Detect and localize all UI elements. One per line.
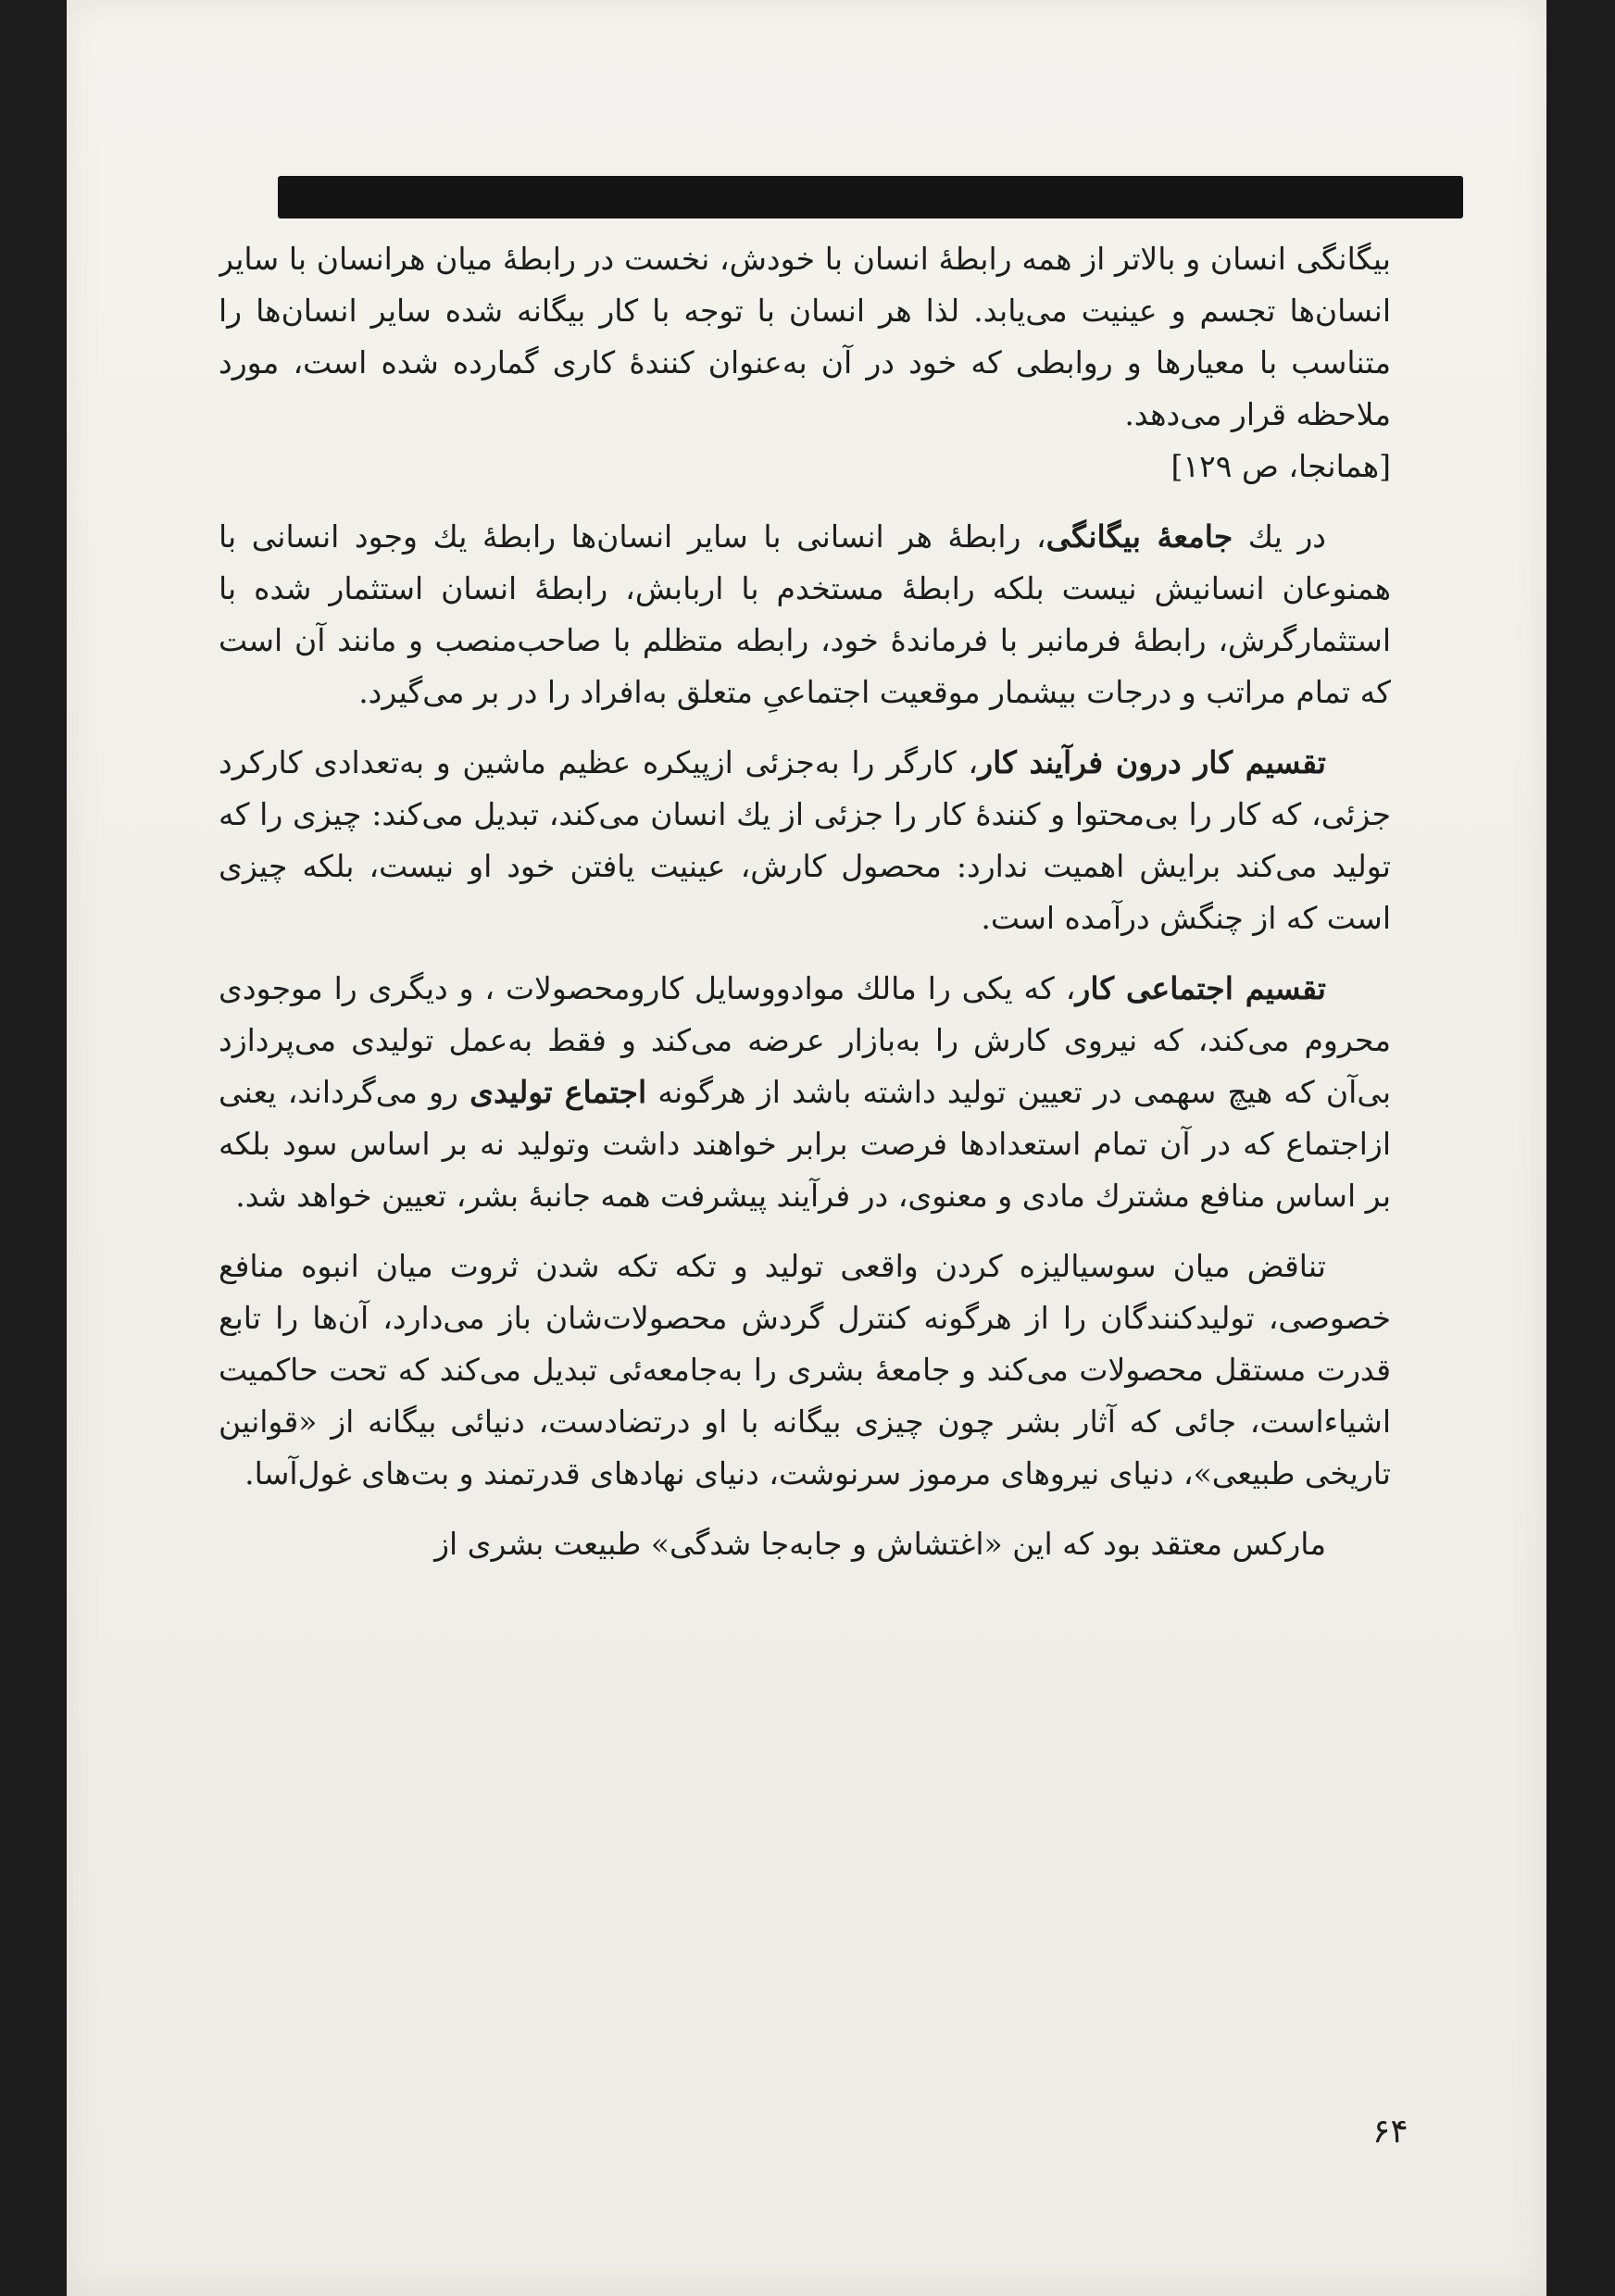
paragraph-5: [219, 1241, 1391, 1500]
text-segment: بیگانگی انسان و بالاتر از همه رابطهٔ انسان با خودش، نخست در رابطهٔ میان هرانسان با سایر انسان‌ها تجسم و عینیت می‌یابد. لذا هر انسان با توجه با کار بیگانه شده سایر انسان‌ها را متناسب با معیارها و روابطی که خود در آن به‌عنوان کنندهٔ کاری گمارده شده است، مورد ملاحظه قرار می‌دهد.: [219, 241, 1391, 432]
text-segment: مارکس معتقد بود که این «اغتشاش و جابه‌جا شدگی» طبیعت بشری از: [434, 1526, 1326, 1562]
paragraph-6: [219, 1518, 1391, 1570]
bold-term: اجتماع تولیدی: [469, 1074, 647, 1110]
text-segment: در یك: [1233, 518, 1326, 555]
paragraph-2: [219, 511, 1391, 718]
bold-term: تقسیم اجتماعی کار: [1075, 970, 1326, 1006]
citation: [همانجا، ص ۱۲۹]: [1171, 448, 1391, 484]
paragraph-4: [219, 963, 1391, 1222]
text-segment: ، رابطهٔ هر انسانی با سایر انسان‌ها رابطهٔ یك وجود انسانی با همنوعان انسانیش نیست بلکه رابطهٔ مستخدم با اربابش، رابطهٔ انسان استثمار شده با استثمارگرش، رابطهٔ فرمانبر با فرماندهٔ خود، رابطه متظلم با صاحب‌منصب و مانند آن است که تمام مراتب و درجات بیشمار موقعیت اجتماعیِ متعلق به‌افراد را در بر می‌گیرد.: [219, 518, 1391, 710]
text-segment: ، کارگر را به‌جزئی ازپیکره عظیم ماشین و به‌تعدادی کارکرد جزئی، که کار را بی‌محتوا و کنندهٔ کار را جزئی از یك انسان می‌کند، تبدیل می‌کند: چیزی را که تولید می‌کند برایش اهمیت ندارد: محصول کارش، عینیت یافتن خود او نیست، بلکه چیزی است که از چنگش درآمده است.: [219, 744, 1391, 936]
text-segment: ، که یکی را مالك موادووسایل کارومحصولات ، و دیگری را موجودی محروم می‌کند، که نیروی کارش را به‌بازار عرضه می‌کند و فقط به‌عمل تولیدی می‌پردازد بی‌آن که هیچ سهمی در تعیین تولید داشته باشد از هرگونه: [219, 970, 1391, 1110]
page-number: ۶۴: [1372, 2113, 1408, 2151]
paragraph-3: [219, 737, 1391, 944]
body-text: [219, 233, 1391, 2150]
paragraph-1: [219, 233, 1391, 493]
bold-term: تقسیم کار درون فرآیند کار: [978, 744, 1326, 780]
text-segment: تناقض میان سوسیالیزه کردن واقعی تولید و تکه تکه شدن ثروت میان انبوه منافع خصوصی، تولیدکنندگان را از هرگونه کنترل گردش محصولات‌شان باز می‌دارد، آن‌ها را تابع قدرت مستقل محصولات می‌کند و جامعهٔ بشری را به‌جامعه‌ئی تبدیل می‌کند که تحت حاکمیت اشیاءاست، جائی که آثار بشر چون چیزی بیگانه با او درتضادست، دنیائی بیگانه از «قوانین تاریخی طبیعی»، دنیای نیروهای مرموز سرنوشت، دنیای نهادهای قدرتمند و بت‌های غول‌آسا.: [219, 1248, 1391, 1491]
bold-term: جامعهٔ بیگانگی: [1045, 518, 1233, 555]
header-bar: [278, 176, 1463, 218]
text-segment: رو می‌گرداند، یعنی ازاجتماع که در آن تمام استعدادها فرصت برابر خواهند داشت وتولید نه بر اساس سود بلکه بر اساس منافع مشترك مادی و معنوی، در فرآیند پیشرفت همه جانبهٔ بشر، تعیین خواهد شد.: [219, 1074, 1391, 1214]
